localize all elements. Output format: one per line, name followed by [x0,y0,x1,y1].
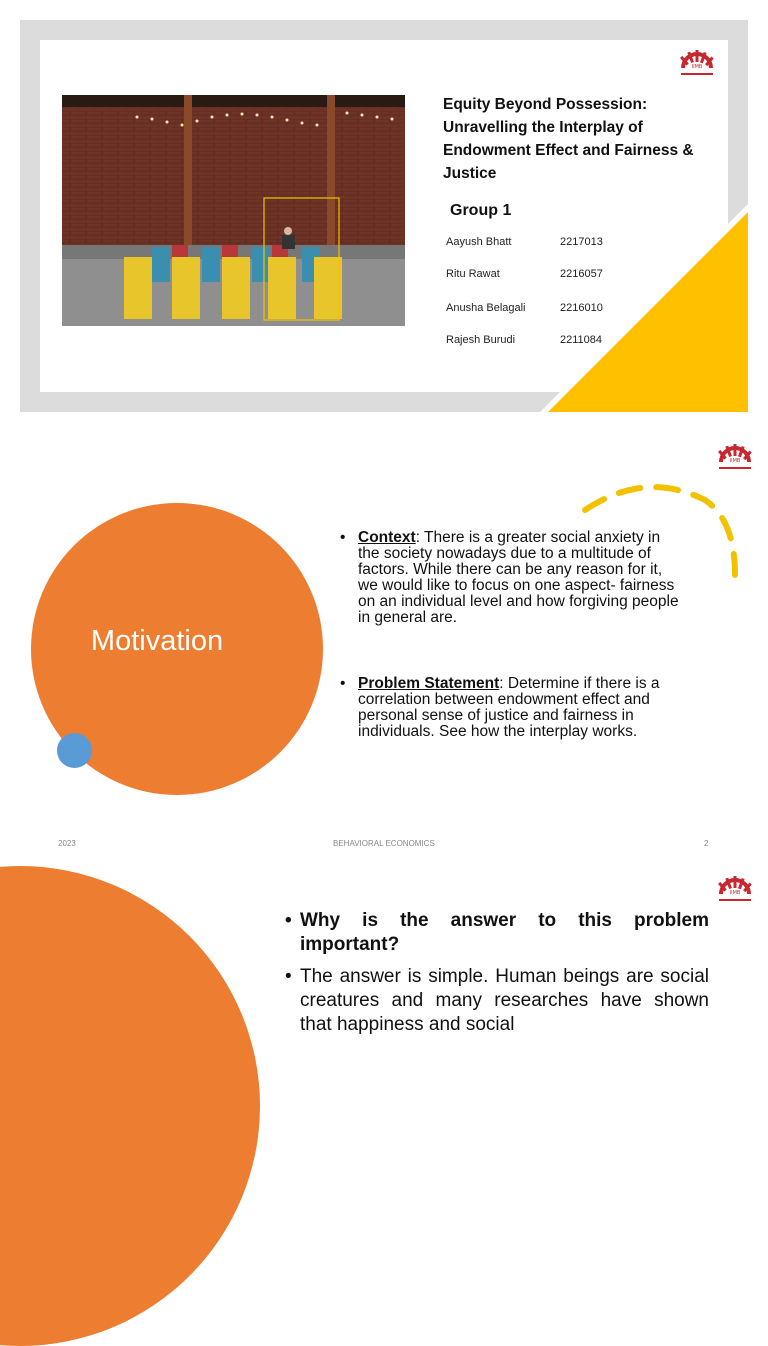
answer-bullet [285,965,709,1037]
bullet-label: Problem Statement [358,675,500,692]
member-name: Aayush Bhatt [446,236,512,248]
presentation-title: Equity Beyond Possession: Unravelling the Interplay of Endowment Effect and Fairness & Justice [443,96,694,182]
member-id: 2217013 [560,236,603,248]
bullet-text: : Determine if there is a correlation between endowment effect and personal sense of justice and fairness in individuals. See how the interplay works. [358,675,660,740]
member-row [446,236,646,248]
member-row [446,334,646,346]
member-name: Rajesh Burudi [446,334,516,346]
slide-3-circle [0,866,260,1346]
member-id: 2216057 [560,268,603,280]
member-row [446,268,646,280]
context-bullet [340,530,685,626]
member-id: 2216010 [560,302,603,314]
member-row [446,302,646,314]
bullet-dot: • [340,529,346,546]
member-name: Anusha Belagali [446,302,526,314]
bullet-text: The answer is simple. Human beings are social creatures and many researches have shown that happiness and social [300,966,709,1035]
problem-statement-bullet [340,676,685,740]
bullet-dot: • [285,910,292,931]
blue-dot-decoration [57,733,92,768]
chairs-photo [62,95,405,326]
bullet-text: : There is a greater social anxiety in the society nowadays due to a multitude of factors. While there can be any reason for it, we would like to focus on one aspect- fairness on an individual level and how forgiving people in general are. [358,529,679,626]
motivation-heading: Motivation [90,625,224,657]
footer-page-number: 2 [704,839,709,848]
footer-year: 2023 [58,839,76,848]
svg-text:IIMB: IIMB [729,890,741,896]
bullet-text: Why is the answer to this problem important? [300,910,709,955]
iimb-logo [677,46,717,80]
question-bullet [285,909,709,957]
member-id: 2211084 [560,334,603,346]
member-name: Ritu Rawat [446,268,500,280]
iimb-logo [715,872,755,906]
group-title: Group 1 [450,202,512,219]
svg-text:IIMB: IIMB [691,64,703,70]
iimb-logo [715,440,755,474]
svg-text:IIMB: IIMB [729,458,741,464]
bullet-dot: • [285,966,292,987]
footer-title: BEHAVIORAL ECONOMICS [333,839,435,848]
bullet-dot: • [340,675,346,692]
bullet-label: Context [358,529,416,546]
